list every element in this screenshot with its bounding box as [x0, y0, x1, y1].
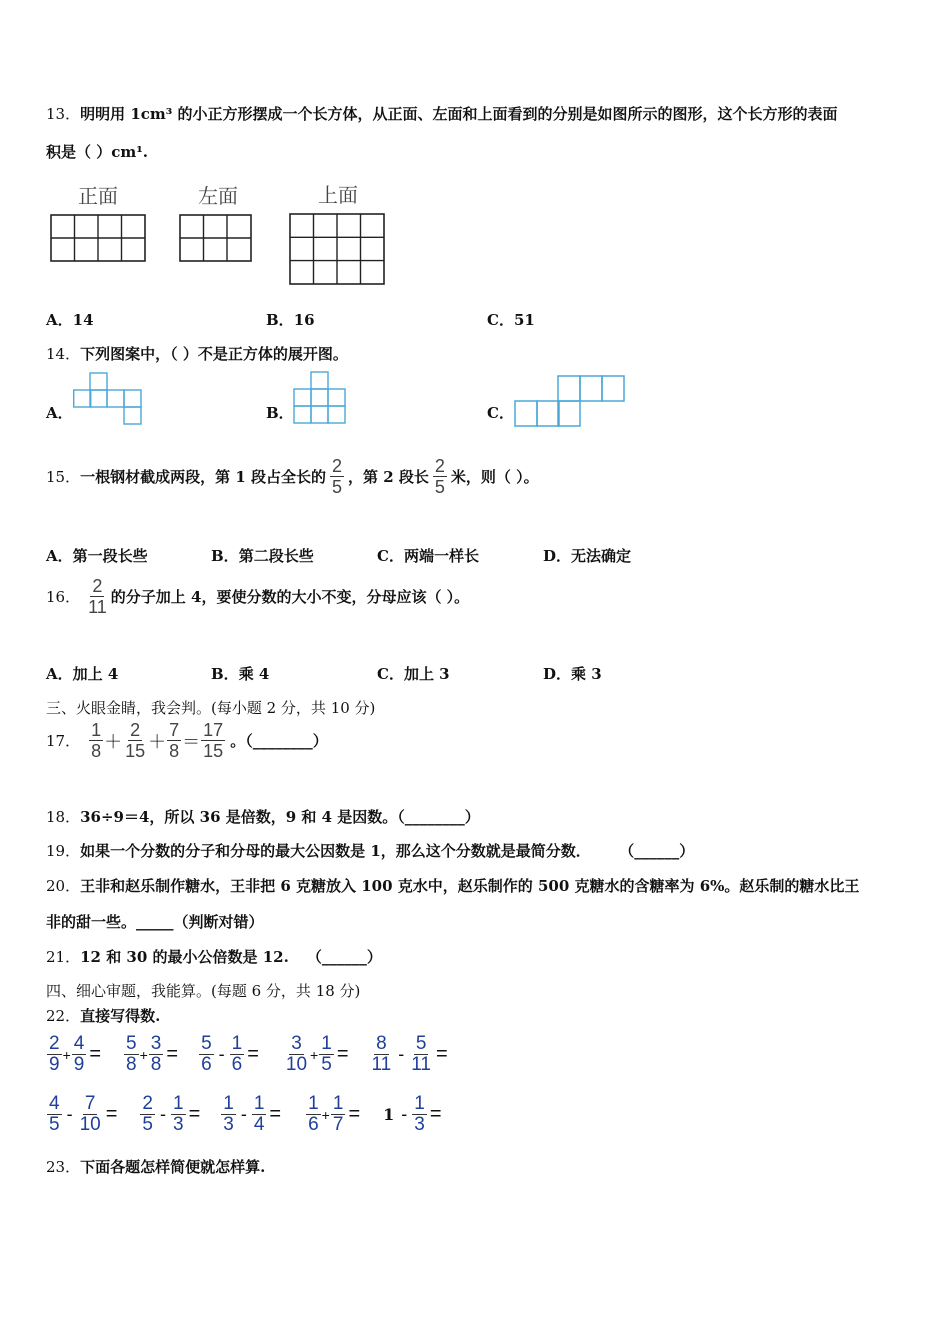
section4-heading: 四、细心审题，我能算。(每题 6 分，共 18 分) — [46, 982, 361, 1000]
q22-equals[interactable]: = — [429, 1103, 442, 1125]
q22-expression — [380, 1094, 441, 1135]
q22-equals[interactable]: = — [336, 1043, 349, 1065]
q15-fraction-1: $\frac{2}{5}$ — [331, 456, 342, 497]
q20-number: 20． — [46, 877, 81, 895]
q17-line — [46, 720, 328, 761]
q22-fraction: $\frac{1}{5}$ — [321, 1033, 332, 1075]
q18-number: 18． — [46, 808, 81, 826]
q21-answer-blank[interactable]: （______） — [306, 948, 382, 966]
q20-text-line2[interactable]: 非的甜一些。_____（判断对错） — [46, 913, 264, 931]
q17-op-2: ＋ — [148, 731, 167, 752]
q17-op-1: ＋ — [104, 731, 123, 752]
q22-line — [46, 1005, 160, 1026]
q15-fraction-2: $\frac{2}{5}$ — [434, 456, 445, 497]
q22-expression — [123, 1034, 178, 1075]
front-view-grid — [51, 215, 145, 261]
q17-fraction-2: $\frac{2}{15}$ — [125, 720, 146, 761]
q19-line — [46, 840, 694, 861]
q22-operator: + — [139, 1046, 148, 1063]
q17-answer-blank[interactable]: 。（________） — [230, 732, 328, 750]
q22-text: 直接写得数. — [80, 1007, 161, 1025]
q22-fraction: $\frac{7}{10}$ — [79, 1093, 101, 1135]
q22-operator: + — [310, 1046, 319, 1063]
q14-text: 下列图案中，（ ）不是正方体的展开图。 — [80, 345, 348, 363]
q14-option-c-label[interactable]: C． — [487, 404, 514, 422]
q16-option-d[interactable]: D．乘 3 — [543, 665, 602, 683]
q22-fraction: $\frac{3}{10}$ — [285, 1033, 308, 1075]
q16-option-a[interactable]: A．加上 4 — [46, 665, 119, 683]
q22-expression — [198, 1034, 259, 1075]
view-label-front: 正面 — [78, 184, 118, 208]
q13-number: 13． — [46, 105, 81, 123]
q22-fraction: $\frac{1}{7}$ — [332, 1093, 344, 1135]
q13-views-figure — [46, 180, 391, 290]
q14-net-b[interactable] — [292, 370, 352, 430]
q16-option-b[interactable]: B．乘 4 — [211, 665, 270, 683]
top-view-grid — [290, 214, 384, 284]
q14-number: 14． — [46, 345, 81, 363]
q15-text-part1: 一根钢材截成两段，第 1 段占全长的 — [80, 468, 326, 486]
q13-line1 — [46, 103, 838, 124]
q16-fraction: $\frac{2}{11}$ — [88, 576, 107, 617]
q16-option-c[interactable]: C．加上 3 — [377, 665, 450, 683]
q23-line — [46, 1156, 265, 1177]
q22-fraction: $\frac{1}{6}$ — [231, 1033, 243, 1075]
left-view-grid — [180, 215, 251, 261]
view-label-left: 左面 — [198, 184, 238, 208]
q22-equals[interactable]: = — [269, 1103, 282, 1125]
q22-number: 22． — [46, 1007, 81, 1025]
q16-text: 的分子加上 4，要使分数的大小不变，分母应该（ ）。 — [110, 588, 470, 606]
q22-expression — [283, 1034, 349, 1075]
q19-answer-blank[interactable]: （______） — [626, 842, 695, 860]
q22-operator: - — [218, 1044, 225, 1064]
q22-equals[interactable]: = — [105, 1103, 118, 1125]
q22-expression — [139, 1094, 200, 1135]
q22-expression — [46, 1094, 117, 1135]
q22-fraction: $\frac{1}{4}$ — [253, 1093, 265, 1135]
q13-text-line2: 积是（ ）cm¹. — [46, 143, 149, 161]
q22-row-2 — [46, 1094, 442, 1135]
q22-expression — [220, 1094, 281, 1135]
q21-line — [46, 946, 382, 967]
q22-operator: - — [66, 1104, 73, 1124]
q22-fraction: $\frac{1}{3}$ — [172, 1093, 184, 1135]
q23-text: 下面各题怎样简便就怎样算. — [80, 1158, 266, 1176]
q13-option-a[interactable]: A．14 — [46, 311, 94, 329]
q22-fraction: $\frac{5}{11}$ — [411, 1033, 431, 1075]
q16-number: 16． — [46, 588, 81, 606]
q20-line1 — [46, 875, 859, 896]
q18-line — [46, 806, 480, 827]
q22-whole-number: 1 — [383, 1105, 395, 1124]
q22-operator: + — [321, 1106, 330, 1123]
q19-number: 19． — [46, 842, 81, 860]
q13-option-b[interactable]: B．16 — [266, 311, 315, 329]
q15-text-part2: ，第 2 段长 — [348, 468, 429, 486]
q22-operator: - — [401, 1104, 408, 1124]
q20-text-line1: 王非和赵乐制作糖水，王非把 6 克糖放入 100 克水中，赵乐制作的 500 克糖水的含糖率为 6%。赵乐制的糖水比王 — [80, 877, 860, 895]
q14-option-b-label[interactable]: B． — [266, 404, 294, 422]
q17-fraction-1: $\frac{1}{8}$ — [91, 720, 102, 761]
q22-fraction: $\frac{5}{8}$ — [126, 1033, 137, 1075]
q22-fraction: $\frac{2}{9}$ — [49, 1033, 60, 1075]
q15-option-c[interactable]: C．两端一样长 — [377, 547, 479, 565]
q22-operator: - — [159, 1104, 166, 1124]
q22-fraction: $\frac{2}{5}$ — [142, 1093, 153, 1135]
q22-expression — [305, 1094, 360, 1135]
q15-option-d[interactable]: D．无法确定 — [543, 547, 632, 565]
q23-number: 23． — [46, 1158, 81, 1176]
q15-option-b[interactable]: B．第二段长些 — [211, 547, 314, 565]
q14-net-c[interactable] — [514, 372, 628, 430]
q13-text-line1: 明明用 1cm³ 的小正方形摆成一个长方体，从正面、左面和上面看到的分别是如图所示的图形，这个长方形的表面 — [80, 105, 838, 123]
q22-operator: - — [240, 1104, 247, 1124]
q17-fraction-4: $\frac{17}{15}$ — [203, 720, 224, 761]
q17-number: 17． — [46, 732, 81, 750]
q22-fraction: $\frac{4}{5}$ — [49, 1093, 60, 1135]
q22-fraction: $\frac{5}{6}$ — [201, 1033, 212, 1075]
q14-net-a[interactable] — [73, 372, 148, 428]
q13-option-c[interactable]: C．51 — [487, 311, 535, 329]
q17-fraction-3: $\frac{7}{8}$ — [169, 720, 180, 761]
q21-text: 12 和 30 的最小公倍数是 12. — [80, 948, 289, 966]
q22-row-1 — [46, 1034, 448, 1075]
q17-op-3: ＝ — [182, 731, 201, 752]
q15-number: 15． — [46, 468, 81, 486]
q22-expression — [369, 1034, 448, 1075]
q22-equals[interactable]: = — [348, 1103, 361, 1125]
q22-fraction: $\frac{4}{9}$ — [73, 1033, 85, 1075]
q18-text[interactable]: 36÷9＝4，所以 36 是倍数，9 和 4 是因数。（________） — [80, 808, 480, 826]
q14-line — [46, 343, 348, 364]
q22-fraction: $\frac{1}{6}$ — [308, 1093, 319, 1135]
q22-equals[interactable]: = — [166, 1043, 179, 1065]
q19-text: 如果一个分数的分子和分母的最大公因数是 1，那么这个分数就是最简分数． — [80, 842, 591, 860]
q15-line — [46, 456, 539, 497]
q22-fraction: $\frac{8}{11}$ — [371, 1033, 392, 1075]
q22-operator: + — [62, 1046, 71, 1063]
q15-text-part3: 米，则（ ）。 — [450, 468, 539, 486]
q22-fraction: $\frac{1}{3}$ — [223, 1093, 234, 1135]
q22-expression — [46, 1034, 101, 1075]
q22-equals[interactable]: = — [435, 1043, 448, 1065]
q22-equals[interactable]: = — [188, 1103, 201, 1125]
q22-operator: - — [398, 1044, 405, 1064]
q14-option-a-label[interactable]: A． — [46, 404, 73, 422]
view-label-top: 上面 — [318, 183, 358, 207]
q16-line — [46, 576, 469, 617]
section3-heading: 三、火眼金睛，我会判。(每小题 2 分，共 10 分) — [46, 699, 376, 717]
q22-equals[interactable]: = — [247, 1043, 259, 1065]
q22-equals[interactable]: = — [89, 1043, 102, 1065]
q21-number: 21． — [46, 948, 81, 966]
q22-fraction: $\frac{1}{3}$ — [414, 1093, 425, 1135]
q22-fraction: $\frac{3}{8}$ — [150, 1033, 162, 1075]
q15-option-a[interactable]: A．第一段长些 — [46, 547, 148, 565]
